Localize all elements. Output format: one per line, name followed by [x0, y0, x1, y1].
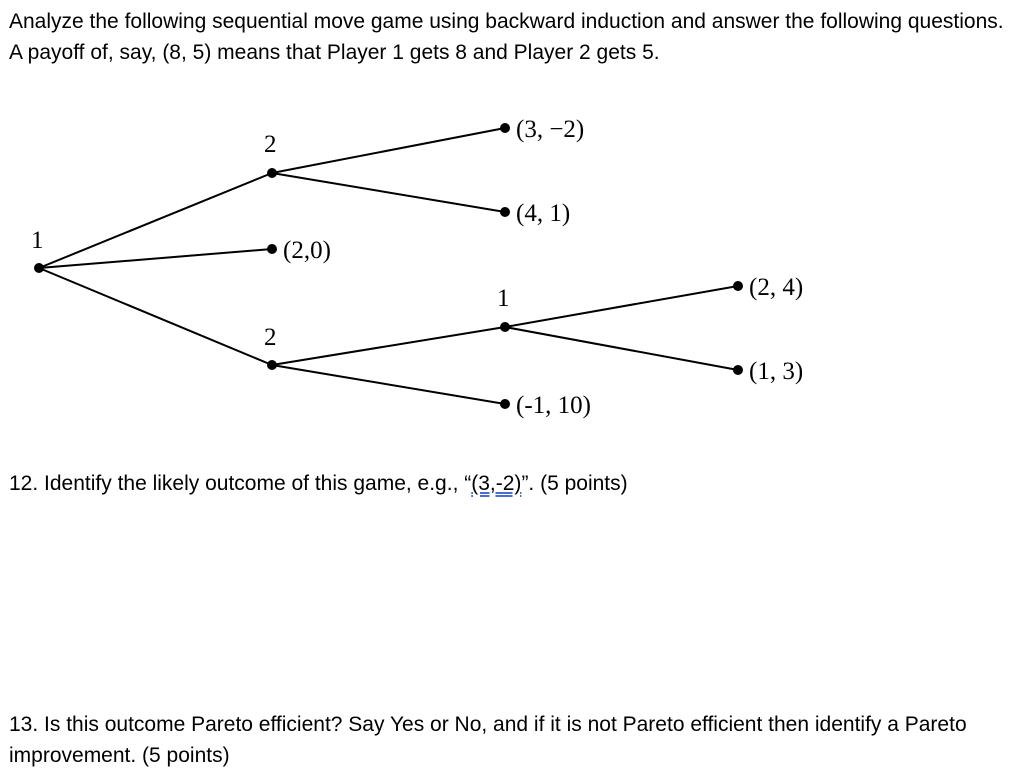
edge-mid-bottom	[505, 327, 738, 370]
node-lower-bottom-terminal	[500, 399, 510, 409]
intro-paragraph: Analyze the following sequential move game using backward induction and answer the following questions. A payoff of, say, (8, 5) means that Player 1 gets 8 and Player 2 gets 5.	[9, 10, 1004, 64]
node-mid-top-terminal	[733, 281, 743, 291]
node-upper-top-terminal	[500, 123, 510, 133]
edge-upper-top	[272, 128, 505, 173]
question-12-example: (3,-2)	[471, 472, 522, 495]
payoff-mid-top: (2, 4)	[749, 274, 804, 301]
payoff-mid-bottom: (1, 3)	[749, 358, 804, 385]
payoff-lower-bottom: (-1, 10)	[516, 392, 591, 419]
payoff-root-middle: (2,0)	[283, 237, 331, 264]
edge-upper-bottom	[272, 173, 505, 212]
node-root	[34, 263, 44, 273]
player-label-upper: 2	[264, 131, 277, 158]
question-13: 13. Is this outcome Pareto efficient? Say Yes or No, and if it is not Pareto efficient then identify a Pareto improvement. (5 points)	[9, 713, 967, 767]
payoff-upper-bottom: (4, 1)	[516, 200, 571, 227]
node-upper-bottom-terminal	[500, 207, 510, 217]
edge-root-upper	[39, 173, 272, 268]
player-label-mid: 1	[497, 285, 510, 312]
edge-mid-top	[505, 286, 738, 327]
node-root-middle-terminal	[267, 244, 277, 254]
node-upper	[267, 168, 277, 178]
player-label-lower: 2	[264, 324, 277, 351]
node-mid	[500, 322, 510, 332]
payoff-upper-top: (3, −2)	[516, 116, 585, 143]
edge-lower-mid	[272, 327, 505, 365]
node-lower	[267, 360, 277, 370]
edge-lower-bottom	[272, 365, 505, 404]
question-12-suffix: ”. (5 points)	[521, 472, 628, 495]
question-12	[9, 468, 1009, 499]
edge-root-lower	[39, 268, 272, 365]
edge-root-middle	[39, 249, 272, 268]
player-label-root: 1	[31, 227, 44, 254]
node-mid-bottom-terminal	[733, 365, 743, 375]
question-12-prefix: 12. Identify the likely outcome of this game, e.g., “	[9, 472, 472, 495]
